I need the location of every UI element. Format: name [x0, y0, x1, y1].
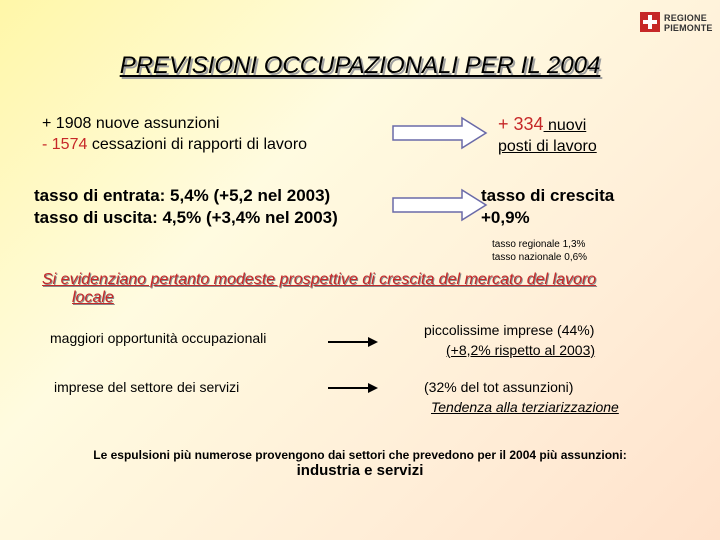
result-number: + 334 [498, 114, 544, 134]
conclusion-text [42, 271, 682, 307]
micro-firms-label: piccolissime imprese (44%) [424, 322, 595, 338]
separations-text: cessazioni di rapporti di lavoro [87, 136, 308, 153]
arrow-head-icon [368, 383, 378, 393]
footer-sentence: Le espulsioni più numerose provengono dai settori che prevedono per il 2004 più assunzioni: [93, 448, 627, 462]
logo-text [664, 13, 713, 33]
services-label: imprese del settore dei servizi [54, 379, 240, 395]
opportunities-label: maggiori opportunità occupazionali [50, 330, 267, 346]
arrow-head-icon [368, 337, 378, 347]
hires-line [42, 114, 219, 134]
national-rate: tasso nazionale 0,6% [492, 252, 588, 263]
block-arrow-icon [392, 116, 488, 150]
footer-sectors: industria e servizi [296, 462, 424, 479]
result-text: nuovi [543, 117, 587, 134]
conclusion-line2: locale [72, 289, 114, 306]
arrow-icon [328, 341, 370, 343]
entry-rate: tasso di entrata: 5,4% (+5,2 nel 2003) [34, 186, 331, 205]
tertiary-trend: Tendenza alla terziarizzazione [431, 399, 619, 415]
conclusion-line1: Si evidenziano pertanto modeste prospettive di crescita del mercato del lavoro [42, 271, 597, 288]
logo-line1: REGIONE [664, 13, 707, 23]
exit-rate: tasso di uscita: 4,5% (+3,4% nel 2003) [34, 208, 338, 227]
result-text2: posti di lavoro [498, 138, 597, 155]
micro-firms-change: (+8,2% rispetto al 2003) [446, 342, 596, 358]
regional-rate: tasso regionale 1,3% [492, 239, 586, 250]
result-line [498, 114, 586, 136]
hires-share: (32% del tot assunzioni) [424, 379, 574, 395]
growth-label: tasso di crescita [481, 186, 615, 205]
separations-line [42, 135, 307, 155]
separations-number: - 1574 [42, 136, 88, 153]
growth-value: +0,9% [481, 208, 530, 227]
logo-line2: PIEMONTE [664, 23, 713, 33]
regione-piemonte-logo [640, 10, 712, 36]
hires-text: nuove assunzioni [91, 115, 220, 132]
hires-number: + 1908 [42, 115, 92, 132]
page-title: PREVISIONI OCCUPAZIONALI PER IL 2004 [119, 52, 601, 79]
cross-icon [640, 12, 660, 32]
block-arrow-icon [392, 188, 488, 222]
arrow-icon [328, 387, 370, 389]
